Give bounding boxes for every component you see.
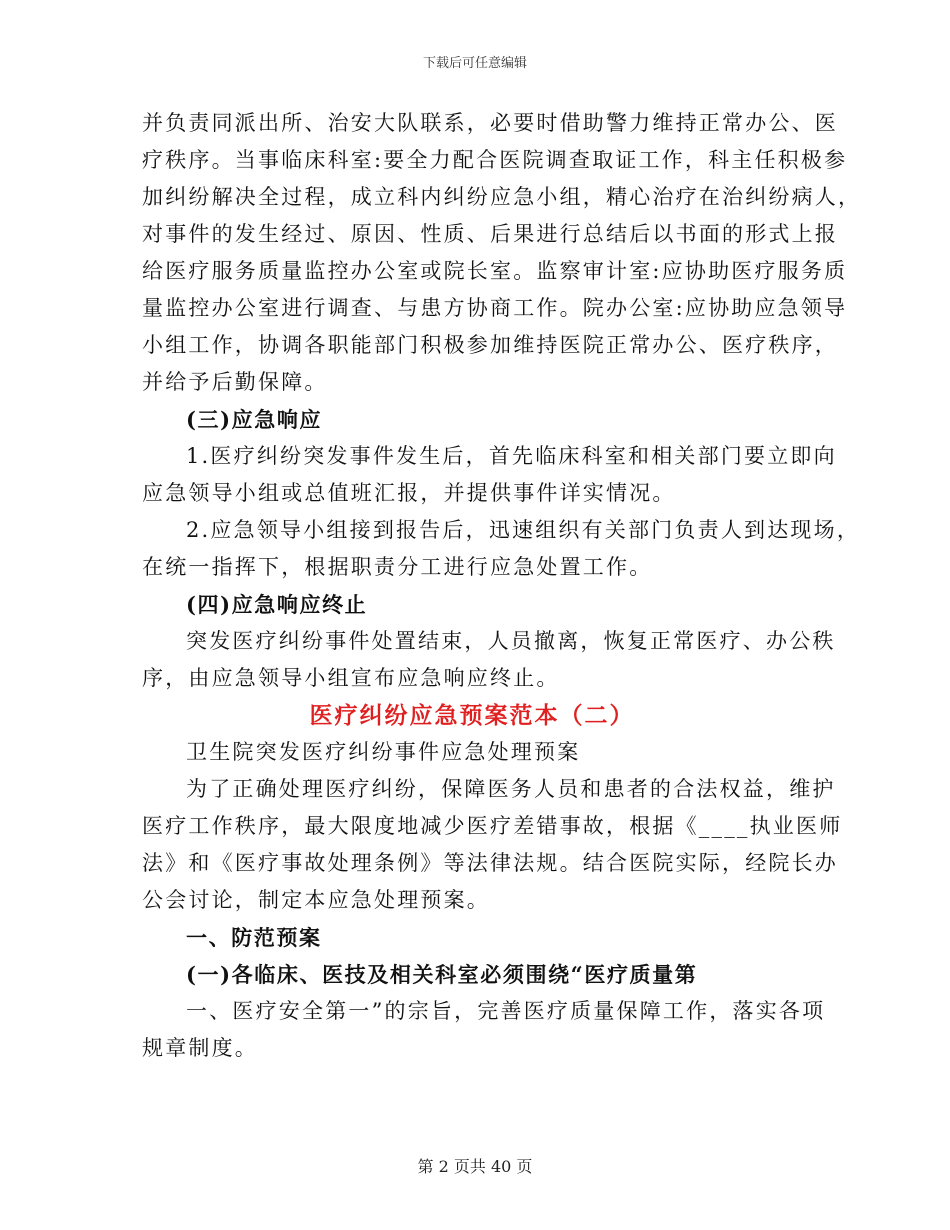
document-body [142, 105, 862, 1067]
text-line: 卫生院突发医疗纠纷事件应急处理预案 [186, 740, 581, 764]
section-heading: (四)应急响应终止 [186, 592, 368, 617]
text-line: 突发医疗纠纷事件处置结束，人员撤离，恢复正常医疗、办公秩 [186, 629, 836, 653]
section-heading: (三)应急响应 [186, 407, 323, 432]
text-line: 量监控办公室进行调查、与患方协商工作。院办公室:应协助应急领导 [142, 296, 848, 320]
page-footer: 第 2 页共 40 页 [417, 1157, 533, 1176]
text-line: 为了正确处理医疗纠纷，保障医务人员和患者的合法权益，维护 [186, 777, 836, 801]
text-line: 2.应急领导小组接到报告后，迅速组织有关部门负责人到达现场， [186, 518, 861, 542]
text-line: 加纠纷解决全过程，成立科内纠纷应急小组，精心治疗在治纠纷病人， [142, 185, 862, 209]
section-heading: (一)各临床、医技及相关科室必须围绕“医疗质量第 [186, 962, 698, 987]
text-line: 给医疗服务质量监控办公室或院长室。监察审计室:应协助医疗服务质 [142, 259, 848, 283]
text-line: 公会讨论，制定本应急处理预案。 [142, 888, 490, 912]
text-line: 规章制度。 [142, 1036, 258, 1060]
text-line: 并负责同派出所、治安大队联系，必要时借助警力维持正常办公、医 [142, 111, 838, 135]
text-line: 一、医疗安全第一”的宗旨，完善医疗质量保障工作，落实各项 [186, 999, 826, 1023]
text-line: 疗秩序。当事临床科室:要全力配合医院调查取证工作，科主任积极参 [142, 148, 848, 172]
text-line: 法》和《医疗事故处理条例》等法律法规。结合医院实际，经院长办 [142, 851, 838, 875]
text-line: 医疗工作秩序，最大限度地减少医疗差错事故，根据《____执业医师 [142, 814, 843, 838]
text-line: 小组工作，协调各职能部门积极参加维持医院正常办公、医疗秩序， [142, 333, 838, 357]
text-line: 在统一指挥下，根据职责分工进行应急处置工作。 [142, 555, 653, 579]
section-heading: 一、防范预案 [186, 925, 322, 950]
text-line: 并给予后勤保障。 [142, 370, 328, 394]
text-line: 1.医疗纠纷突发事件发生后，首先临床科室和相关部门要立即向 [186, 444, 837, 468]
section-title: 医疗纠纷应急预案范本（二） [309, 702, 635, 729]
page-header: 下载后可任意编辑 [422, 56, 527, 71]
text-line: 应急领导小组或总值班汇报，并提供事件详实情况。 [142, 481, 676, 505]
text-line: 对事件的发生经过、原因、性质、后果进行总结后以书面的形式上报 [142, 222, 838, 246]
text-line: 序，由应急领导小组宣布应急响应终止。 [142, 666, 560, 690]
